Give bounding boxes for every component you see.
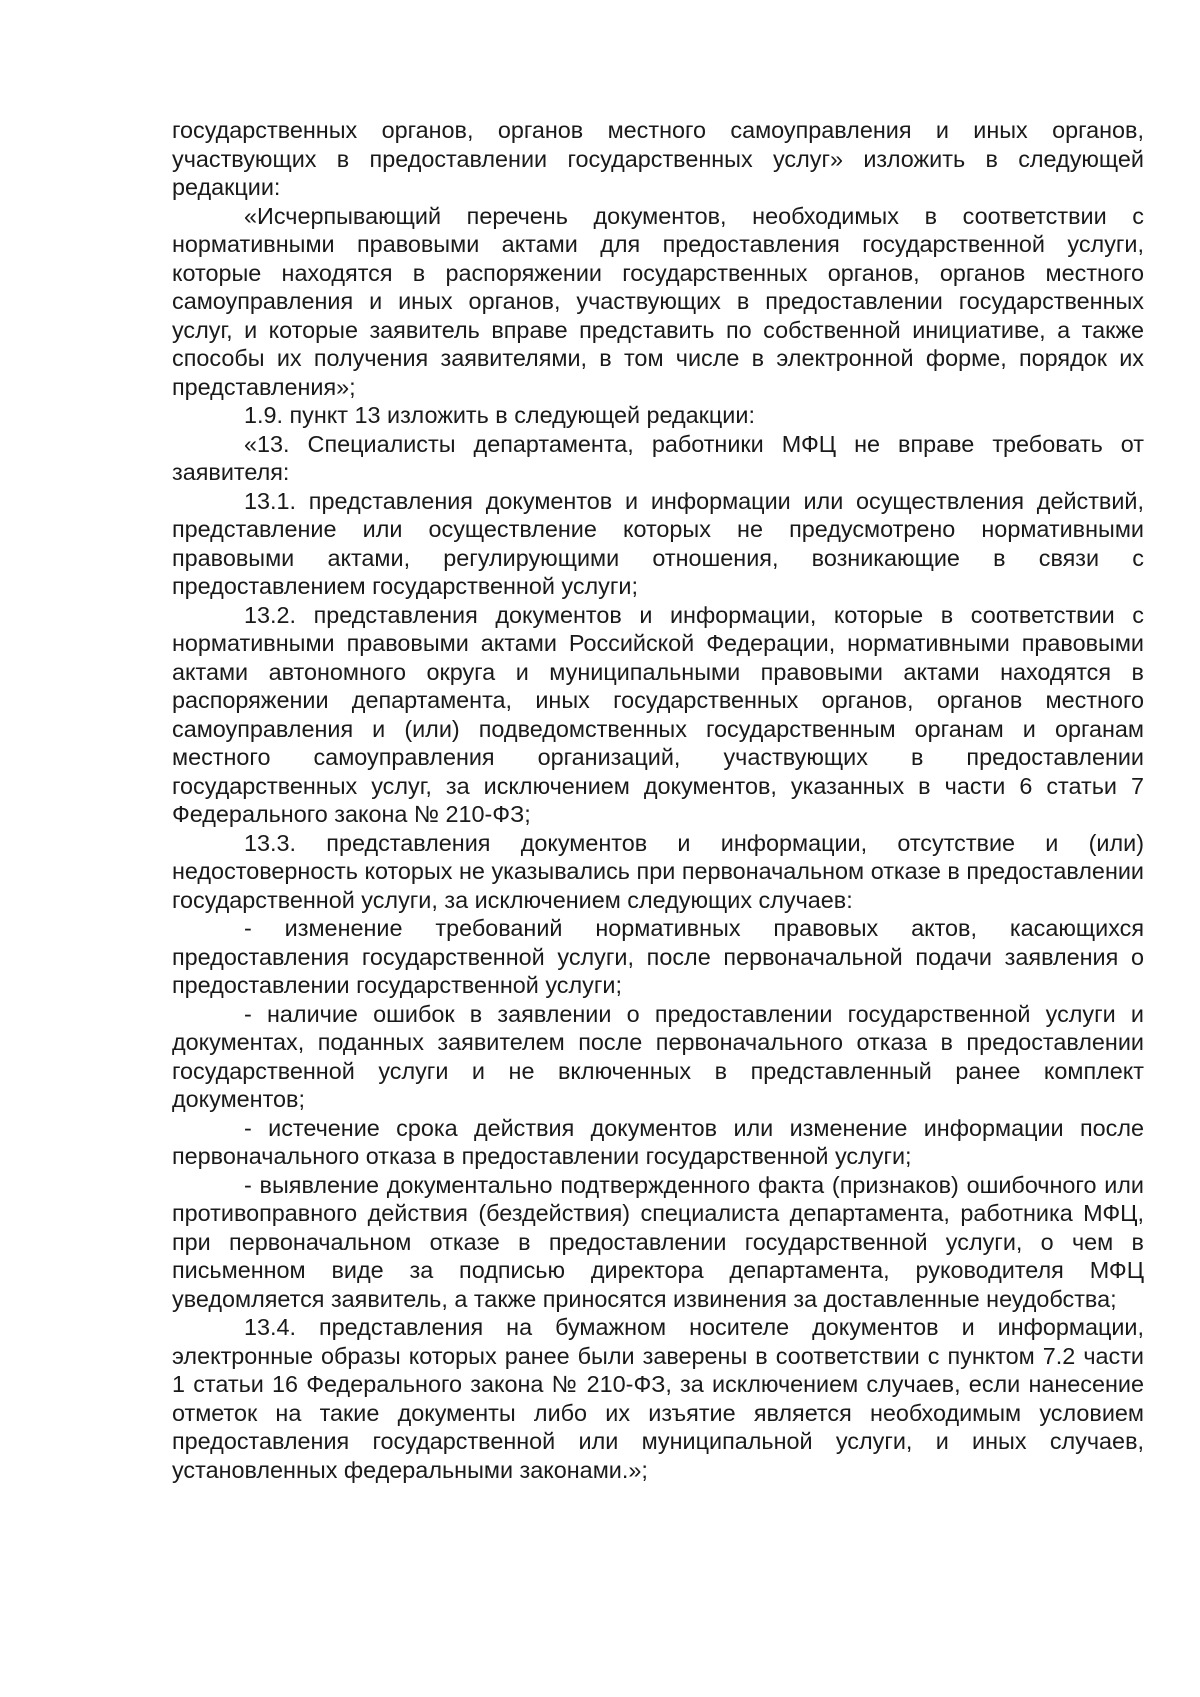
paragraph-item-13-2: 13.2. представления документов и информации, которые в соответствии с нормативными правовыми актами Российской Федерации, нормативными правовыми актами автономного округа и муниципальными правовыми актами находятся в распоряжении департамента, иных государственных органов, органов местного самоуправления и (или) подведомственных государственным органам и органам местного самоуправления организаций, участвующих в предоставлении государственных услуг, за исключением документов, указанных в части 6 статьи 7 Федерального закона № 210-ФЗ; — [172, 601, 1144, 827]
paragraph-item-13: «13. Специалисты департамента, работники МФЦ не вправе требовать от заявителя: — [172, 430, 1144, 485]
paragraph-intro-continuation: государственных органов, органов местного самоуправления и иных органов, участвующих в предоставлении государственных услуг» изложить в следующей редакции: — [172, 117, 1144, 200]
paragraph-dash-requirements-change: - изменение требований нормативных правовых актов, касающихся предоставления государственной услуги, после первоначальной подачи заявления о предоставлении государственной услуги; — [172, 915, 1144, 998]
paragraph-item-13-4: 13.4. представления на бумажном носителе документов и информации, электронные образы которых ранее были заверены в соответствии с пунктом 7.2 части 1 статьи 16 Федерального закона № 210-ФЗ, за исключением случаев, если нанесение отметок на такие документы либо их изъятие является необходимым условием предоставления государственной или муниципальной услуги, и иных случаев, установленных федеральными законами.»; — [172, 1314, 1144, 1483]
paragraph-dash-expiry: - истечение срока действия документов или изменение информации после первоначального отказа в предоставлении государственной услуги; — [172, 1114, 1144, 1169]
paragraph-dash-misconduct: - выявление документально подтвержденного факта (признаков) ошибочного или противоправного действия (бездействия) специалиста департамента, работника МФЦ, при первоначальном отказе в предоставлении государственной услуги, о чем в письменном виде за подписью директора департамента, руководителя МФЦ уведомляется заявитель, а также приносятся извинения за доставленные неудобства; — [172, 1171, 1144, 1312]
paragraph-quoted-list-title: «Исчерпывающий перечень документов, необходимых в соответствии с нормативными правовыми актами для предоставления государственной услуги, которые находятся в распоряжении государственных органов, органов местного самоуправления и иных органов, участвующих в предоставлении государственных услуг, и которые заявитель вправе представить по собственной инициативе, а также способы их получения заявителями, в том числе в электронной форме, порядок их представления»; — [172, 202, 1144, 400]
paragraph-item-1-9: 1.9. пункт 13 изложить в следующей редакции: — [244, 402, 755, 428]
paragraph-item-13-1: 13.1. представления документов и информации или осуществления действий, представление или осуществление которых не предусмотрено нормативными правовыми актами, регулирующими отношения, возникающие в связи с предоставлением государственной услуги; — [172, 487, 1144, 599]
paragraph-item-13-3: 13.3. представления документов и информации, отсутствие и (или) недостоверность которых не указывались при первоначальном отказе в предоставлении государственной услуги, за исключением следующих случаев: — [172, 829, 1144, 913]
document-body — [172, 116, 1144, 1484]
paragraph-dash-errors: - наличие ошибок в заявлении о предоставлении государственной услуги и документах, поданных заявителем после первоначального отказа в предоставлении государственной услуги и не включенных в представленный ранее комплект документов; — [172, 1000, 1144, 1112]
